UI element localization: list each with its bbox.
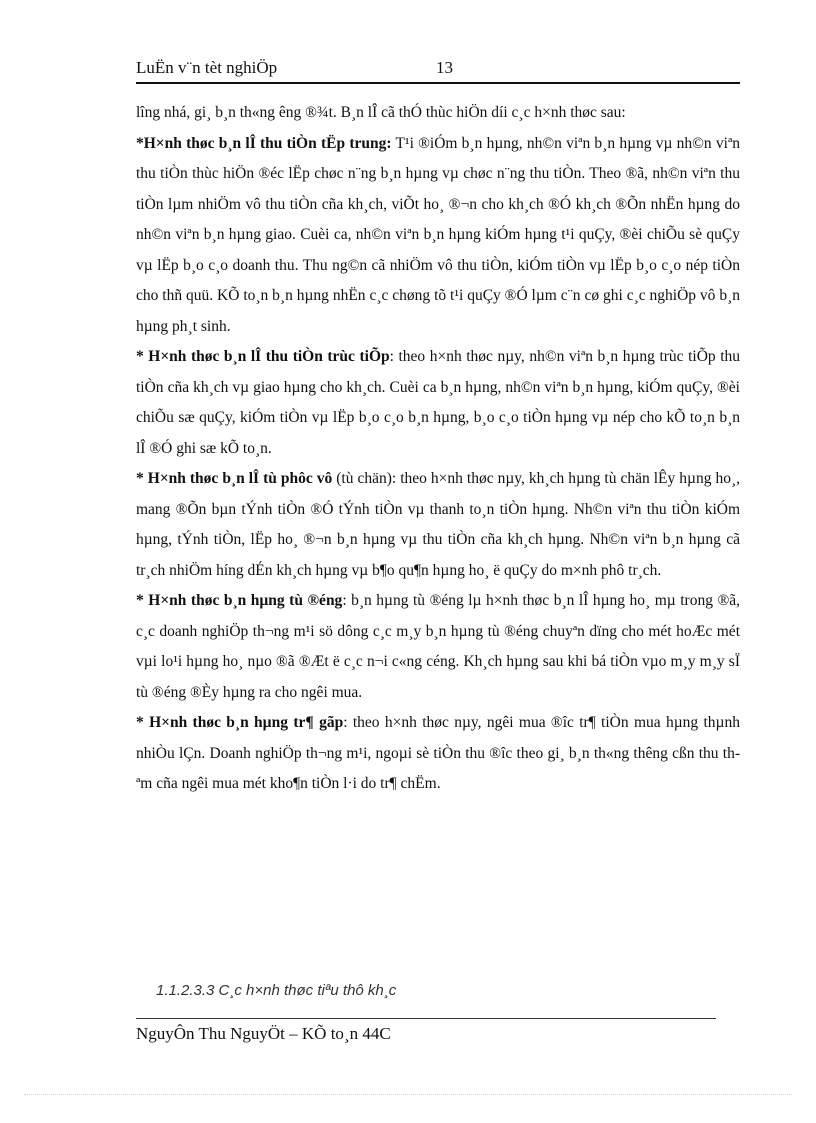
paragraph-intro bbox=[136, 98, 740, 129]
section-subheading: 1.1.2.3.3 C¸c h×nh thøc tiªu thô kh¸c bbox=[156, 982, 397, 999]
body-text bbox=[136, 98, 740, 800]
paragraph-text: (tù chän): theo h×nh thøc nµy, kh¸ch hµng tù chän lÊy hµng ho¸, mang ®Õn bµn tÝnh tiÒn ®Ó tÝnh tiÒn vµ thanh to¸n tiÒn hµng. Nh©n viªn thu tiÒn kiÓm hµng, tÝnh tiÒn, lËp ho¸ ®¬n b¸n hµng vµ thu tiÒn cña kh¸ch hµng. Nh©n viªn b¸n hµng cã tr¸ch nhiÖm híng dÉn kh¸ch hµng vµ b¶o qu¶n hµng ho¸ ë quÇy do m×nh phô tr¸ch. bbox=[136, 470, 740, 579]
footer-divider bbox=[136, 1018, 716, 1019]
paragraph-text: T¹i ®iÓm b¸n hµng, nh©n viªn b¸n hµng vµ nh©n viªn thu tiÒn thùc hiÖn ®éc lËp chøc n¨ng b¸n hµng vµ chøc n¨ng thu tiÒn. Theo ®ã, nh©n viªn thu tiÒn lµm nhiÖm vô thu tiÒn cña kh¸ch, viÕt ho¸ ®¬n cho kh¸ch ®Ó kh¸ch ®Õn nhËn hµng do nh©n viªn b¸n hµng giao. Cuèi ca, nh©n viªn b¸n hµng kiÓm hµng t¹i quÇy, ®èi chiÕu sè quÇy vµ lËp b¸o c¸o doanh thu. Thu ng©n cã nhiÖm vô thu tiÒn, kiÓm tiÒn vµ lËp b¸o c¸o nép tiÒn cho thñ quü. KÕ to¸n b¸n hµng nhËn c¸c chøng tõ t¹i quÇy ®Ó lµm c¨n cø ghi c¸c nghiÖp vô b¸n hµng ph¸t sinh. bbox=[136, 134, 740, 335]
paragraph-automatic bbox=[136, 586, 740, 708]
paragraph-text: : theo h×nh thøc nµy, ngêi mua ®îc tr¶ tiÒn mua hµng thµnh nhiÒu lÇn. Doanh nghiÖp th¬ng m¹i, ngoµi sè tiÒn thu ®îc theo gi¸ b¸n th«ng thêng cßn thu thªm cña ngêi mua mét kho¶n tiÒn l·i do tr¶ chËm. bbox=[136, 714, 740, 792]
paragraph-lead: * H×nh thøc b¸n lÎ tù phôc vô bbox=[136, 470, 333, 487]
paragraph-lead: * H×nh thøc b¸n hµng tr¶ gãp bbox=[136, 714, 344, 731]
page-edge-divider bbox=[24, 1094, 792, 1095]
paragraph-text: : theo h×nh thøc nµy, nh©n viªn b¸n hµng trùc tiÕp thu tiÒn cña kh¸ch vµ giao hµng cho kh¸ch. Cuèi ca b¸n hµng, nh©n viªn b¸n hµng, kiÓm quÇy, ®èi chiÕu sæ quÇy, kiÓm tiÒn vµ lËp b¸o c¸o b¸n hµng, b¸o c¸o tiÒn hµng vµ nép cho kÕ to¸n b¸n lÎ ®Ó ghi sæ kÕ to¸n. bbox=[136, 348, 740, 457]
footer-author: NguyÔn Thu NguyÖt – KÕ to¸n 44C bbox=[136, 1024, 391, 1043]
paragraph-centralized-payment bbox=[136, 129, 740, 343]
paragraph-lead: *H×nh thøc b¸n lÎ thu tiÒn tËp trung: bbox=[136, 134, 392, 152]
paragraph-installment bbox=[136, 708, 740, 800]
paragraph-self-service bbox=[136, 464, 740, 586]
paragraph-direct-payment bbox=[136, 342, 740, 464]
page-header bbox=[136, 58, 740, 84]
paragraph-lead: * H×nh thøc b¸n lÎ thu tiÒn trùc tiÕp bbox=[136, 348, 390, 365]
page-number: 13 bbox=[436, 58, 453, 77]
paragraph-text: lîng nhá, gi¸ b¸n th«ng êng ®¾t. B¸n lÎ cã thÓ thùc hiÖn díi c¸c h×nh thøc sau: bbox=[136, 104, 626, 121]
paragraph-lead: * H×nh thøc b¸n hµng tù ®éng bbox=[136, 592, 343, 609]
paragraph-text: : b¸n hµng tù ®éng lµ h×nh thøc b¸n lÎ hµng ho¸ mµ trong ®ã, c¸c doanh nghiÖp th¬ng m¹i sö dông c¸c m¸y b¸n hµng tù ®éng chuyªn dïng cho mét hoÆc mét vµi lo¹i hµng ho¸ nµo ®ã ®Æt ë c¸c n¬i c«ng céng. Kh¸ch hµng sau khi bá tiÒn vµo m¸y m¸y sÏ tù ®éng ®Èy hµng ra cho ngêi mua. bbox=[136, 592, 740, 701]
header-title: LuËn v¨n tèt nghiÖp bbox=[136, 58, 278, 77]
